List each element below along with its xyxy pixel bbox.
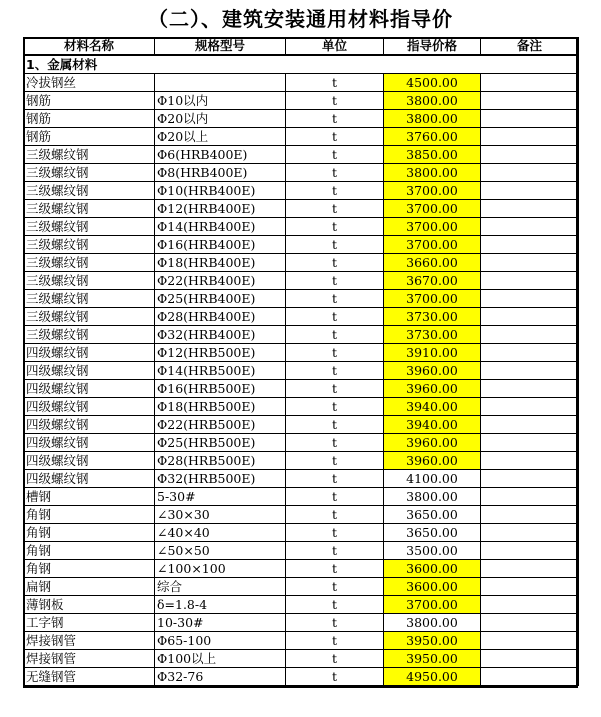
material-name-cell: 四级螺纹钢 xyxy=(24,470,155,488)
table-row xyxy=(24,524,579,542)
table-row xyxy=(24,632,579,650)
note-cell xyxy=(481,380,579,398)
price-cell: 3950.00 xyxy=(384,632,481,650)
material-name-cell: 焊接钢管 xyxy=(24,632,155,650)
note-cell xyxy=(481,92,579,110)
spec-cell: Φ18(HRB500E) xyxy=(155,398,286,416)
material-name-cell: 四级螺纹钢 xyxy=(24,362,155,380)
spec-cell: ∠50×50 xyxy=(155,542,286,560)
note-cell xyxy=(481,542,579,560)
price-cell: 4500.00 xyxy=(384,74,481,92)
unit-cell: t xyxy=(286,560,384,578)
note-cell xyxy=(481,596,579,614)
spec-cell: Φ10(HRB400E) xyxy=(155,182,286,200)
header-spec: 规格型号 xyxy=(155,38,286,56)
unit-cell: t xyxy=(286,254,384,272)
price-cell: 3700.00 xyxy=(384,182,481,200)
spec-cell: Φ65-100 xyxy=(155,632,286,650)
spec-cell: Φ20以上 xyxy=(155,128,286,146)
note-cell xyxy=(481,182,579,200)
spec-cell: Φ25(HRB500E) xyxy=(155,434,286,452)
note-cell xyxy=(481,488,579,506)
price-cell: 3940.00 xyxy=(384,416,481,434)
price-cell: 3650.00 xyxy=(384,524,481,542)
header-row xyxy=(24,38,579,56)
note-cell xyxy=(481,164,579,182)
note-cell xyxy=(481,110,579,128)
price-cell: 3660.00 xyxy=(384,254,481,272)
note-cell xyxy=(481,470,579,488)
material-name-cell: 角钢 xyxy=(24,524,155,542)
unit-cell: t xyxy=(286,596,384,614)
material-name-cell: 角钢 xyxy=(24,506,155,524)
unit-cell: t xyxy=(286,146,384,164)
unit-cell: t xyxy=(286,416,384,434)
price-cell: 3800.00 xyxy=(384,92,481,110)
material-name-cell: 三级螺纹钢 xyxy=(24,164,155,182)
table-row xyxy=(24,110,579,128)
price-cell: 3960.00 xyxy=(384,434,481,452)
table-row xyxy=(24,290,579,308)
spec-cell: ∠40×40 xyxy=(155,524,286,542)
spec-cell: Φ20以内 xyxy=(155,110,286,128)
table-row xyxy=(24,470,579,488)
spec-cell: Φ6(HRB400E) xyxy=(155,146,286,164)
price-cell: 3960.00 xyxy=(384,362,481,380)
unit-cell: t xyxy=(286,218,384,236)
material-name-cell: 无缝钢管 xyxy=(24,668,155,686)
price-cell: 3730.00 xyxy=(384,308,481,326)
table-row xyxy=(24,398,579,416)
price-cell: 3950.00 xyxy=(384,650,481,668)
material-name-cell: 四级螺纹钢 xyxy=(24,434,155,452)
material-name-cell: 焊接钢管 xyxy=(24,650,155,668)
spec-cell: Φ14(HRB500E) xyxy=(155,362,286,380)
unit-cell: t xyxy=(286,74,384,92)
material-name-cell: 钢筋 xyxy=(24,92,155,110)
unit-cell: t xyxy=(286,650,384,668)
note-cell xyxy=(481,308,579,326)
table-row xyxy=(24,668,579,686)
table-row xyxy=(24,182,579,200)
price-cell: 3730.00 xyxy=(384,326,481,344)
price-cell: 3800.00 xyxy=(384,110,481,128)
unit-cell: t xyxy=(286,452,384,470)
material-name-cell: 三级螺纹钢 xyxy=(24,272,155,290)
unit-cell: t xyxy=(286,542,384,560)
note-cell xyxy=(481,560,579,578)
price-cell: 3650.00 xyxy=(384,506,481,524)
table-row xyxy=(24,488,579,506)
spec-cell: Φ32-76 xyxy=(155,668,286,686)
material-name-cell: 扁钢 xyxy=(24,578,155,596)
material-name-cell: 钢筋 xyxy=(24,128,155,146)
note-cell xyxy=(481,218,579,236)
price-cell: 3700.00 xyxy=(384,596,481,614)
unit-cell: t xyxy=(286,164,384,182)
spec-cell: δ=1.8-4 xyxy=(155,596,286,614)
price-cell: 3940.00 xyxy=(384,398,481,416)
price-cell: 3600.00 xyxy=(384,578,481,596)
unit-cell: t xyxy=(286,434,384,452)
spec-cell: Φ16(HRB400E) xyxy=(155,236,286,254)
unit-cell: t xyxy=(286,110,384,128)
material-name-cell: 三级螺纹钢 xyxy=(24,236,155,254)
table-row xyxy=(24,92,579,110)
material-name-cell: 角钢 xyxy=(24,560,155,578)
note-cell xyxy=(481,524,579,542)
spec-cell: Φ12(HRB500E) xyxy=(155,344,286,362)
unit-cell: t xyxy=(286,578,384,596)
note-cell xyxy=(481,452,579,470)
note-cell xyxy=(481,578,579,596)
table-row xyxy=(24,200,579,218)
price-table xyxy=(23,37,579,686)
price-cell: 4950.00 xyxy=(384,668,481,686)
unit-cell: t xyxy=(286,272,384,290)
note-cell xyxy=(481,506,579,524)
spec-cell: 5-30# xyxy=(155,488,286,506)
table-row xyxy=(24,362,579,380)
table-row xyxy=(24,326,579,344)
unit-cell: t xyxy=(286,668,384,686)
spec-cell: Φ10以内 xyxy=(155,92,286,110)
spec-cell: ∠30×30 xyxy=(155,506,286,524)
material-name-cell: 四级螺纹钢 xyxy=(24,380,155,398)
spec-cell: Φ28(HRB400E) xyxy=(155,308,286,326)
note-cell xyxy=(481,290,579,308)
price-cell: 3760.00 xyxy=(384,128,481,146)
table-row xyxy=(24,380,579,398)
price-cell: 3600.00 xyxy=(384,560,481,578)
section-title: 1、金属材料 xyxy=(24,55,579,74)
unit-cell: t xyxy=(286,326,384,344)
note-cell xyxy=(481,416,579,434)
header-unit: 单位 xyxy=(286,38,384,56)
unit-cell: t xyxy=(286,524,384,542)
spec-cell xyxy=(155,74,286,92)
material-name-cell: 三级螺纹钢 xyxy=(24,290,155,308)
material-name-cell: 三级螺纹钢 xyxy=(24,218,155,236)
material-name-cell: 四级螺纹钢 xyxy=(24,344,155,362)
spec-cell: Φ100以上 xyxy=(155,650,286,668)
table-row xyxy=(24,578,579,596)
note-cell xyxy=(481,200,579,218)
spec-cell: Φ28(HRB500E) xyxy=(155,452,286,470)
unit-cell: t xyxy=(286,308,384,326)
note-cell xyxy=(481,668,579,686)
price-cell: 3800.00 xyxy=(384,488,481,506)
note-cell xyxy=(481,398,579,416)
price-cell: 3800.00 xyxy=(384,614,481,632)
material-name-cell: 薄钢板 xyxy=(24,596,155,614)
material-name-cell: 工字钢 xyxy=(24,614,155,632)
spec-cell: 10-30# xyxy=(155,614,286,632)
table-row xyxy=(24,344,579,362)
note-cell xyxy=(481,254,579,272)
material-name-cell: 三级螺纹钢 xyxy=(24,146,155,164)
material-name-cell: 三级螺纹钢 xyxy=(24,254,155,272)
price-cell: 3800.00 xyxy=(384,164,481,182)
table-body xyxy=(24,55,579,686)
price-cell: 3910.00 xyxy=(384,344,481,362)
unit-cell: t xyxy=(286,614,384,632)
note-cell xyxy=(481,434,579,452)
spec-cell: ∠100×100 xyxy=(155,560,286,578)
table-row xyxy=(24,164,579,182)
spec-cell: Φ22(HRB400E) xyxy=(155,272,286,290)
unit-cell: t xyxy=(286,236,384,254)
unit-cell: t xyxy=(286,506,384,524)
spec-cell: Φ8(HRB400E) xyxy=(155,164,286,182)
spec-cell: 综合 xyxy=(155,578,286,596)
header-material-name: 材料名称 xyxy=(24,38,155,56)
spec-cell: Φ25(HRB400E) xyxy=(155,290,286,308)
price-cell: 3670.00 xyxy=(384,272,481,290)
material-name-cell: 三级螺纹钢 xyxy=(24,182,155,200)
note-cell xyxy=(481,632,579,650)
note-cell xyxy=(481,614,579,632)
material-name-cell: 槽钢 xyxy=(24,488,155,506)
note-cell xyxy=(481,146,579,164)
unit-cell: t xyxy=(286,344,384,362)
table-row xyxy=(24,74,579,92)
unit-cell: t xyxy=(286,470,384,488)
unit-cell: t xyxy=(286,92,384,110)
unit-cell: t xyxy=(286,200,384,218)
note-cell xyxy=(481,128,579,146)
table-row xyxy=(24,308,579,326)
material-name-cell: 冷拔钢丝 xyxy=(24,74,155,92)
price-cell: 3700.00 xyxy=(384,290,481,308)
table-row xyxy=(24,596,579,614)
table-row xyxy=(24,452,579,470)
spec-cell: Φ14(HRB400E) xyxy=(155,218,286,236)
page-title: （二）、建筑安装通用材料指导价 xyxy=(148,7,453,31)
table-row xyxy=(24,506,579,524)
spec-cell: Φ16(HRB500E) xyxy=(155,380,286,398)
unit-cell: t xyxy=(286,182,384,200)
material-name-cell: 三级螺纹钢 xyxy=(24,308,155,326)
material-name-cell: 三级螺纹钢 xyxy=(24,200,155,218)
spec-cell: Φ18(HRB400E) xyxy=(155,254,286,272)
table-row xyxy=(24,542,579,560)
table-row xyxy=(24,416,579,434)
table-row xyxy=(24,434,579,452)
note-cell xyxy=(481,362,579,380)
header-price: 指导价格 xyxy=(384,38,481,56)
unit-cell: t xyxy=(286,632,384,650)
unit-cell: t xyxy=(286,398,384,416)
material-name-cell: 四级螺纹钢 xyxy=(24,452,155,470)
price-cell: 3850.00 xyxy=(384,146,481,164)
table-row xyxy=(24,560,579,578)
table-row xyxy=(24,236,579,254)
material-name-cell: 三级螺纹钢 xyxy=(24,326,155,344)
unit-cell: t xyxy=(286,380,384,398)
material-name-cell: 四级螺纹钢 xyxy=(24,398,155,416)
note-cell xyxy=(481,236,579,254)
note-cell xyxy=(481,650,579,668)
price-cell: 4100.00 xyxy=(384,470,481,488)
spec-cell: Φ32(HRB400E) xyxy=(155,326,286,344)
price-cell: 3700.00 xyxy=(384,236,481,254)
price-cell: 3700.00 xyxy=(384,218,481,236)
table-row xyxy=(24,614,579,632)
spec-cell: Φ22(HRB500E) xyxy=(155,416,286,434)
material-name-cell: 钢筋 xyxy=(24,110,155,128)
table-row xyxy=(24,146,579,164)
note-cell xyxy=(481,326,579,344)
unit-cell: t xyxy=(286,362,384,380)
note-cell xyxy=(481,344,579,362)
table-row xyxy=(24,218,579,236)
section-row xyxy=(24,55,579,74)
unit-cell: t xyxy=(286,290,384,308)
material-name-cell: 四级螺纹钢 xyxy=(24,416,155,434)
table-row xyxy=(24,650,579,668)
material-name-cell: 角钢 xyxy=(24,542,155,560)
note-cell xyxy=(481,74,579,92)
unit-cell: t xyxy=(286,488,384,506)
table-row xyxy=(24,272,579,290)
spec-cell: Φ32(HRB500E) xyxy=(155,470,286,488)
price-cell: 3500.00 xyxy=(384,542,481,560)
price-cell: 3960.00 xyxy=(384,380,481,398)
price-cell: 3700.00 xyxy=(384,200,481,218)
unit-cell: t xyxy=(286,128,384,146)
price-cell: 3960.00 xyxy=(384,452,481,470)
header-note: 备注 xyxy=(481,38,579,56)
table-row xyxy=(24,254,579,272)
note-cell xyxy=(481,272,579,290)
spec-cell: Φ12(HRB400E) xyxy=(155,200,286,218)
table-row xyxy=(24,128,579,146)
